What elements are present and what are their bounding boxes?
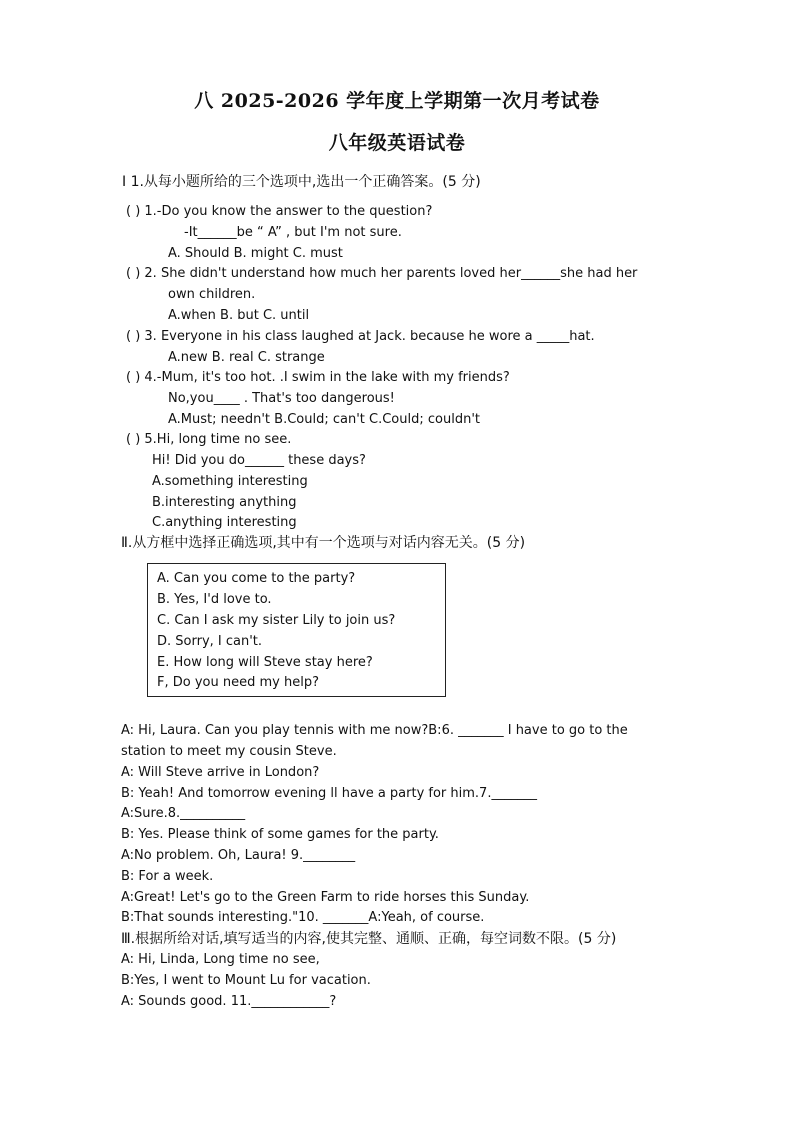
option-a: A. Can you come to the party? (157, 571, 356, 586)
option-c: C. Can I ask my sister Lily to join us? (157, 613, 396, 628)
q5-option-b: B.interesting anything (152, 495, 297, 510)
option-e: E. How long will Steve stay here? (157, 655, 373, 670)
dialogue-line: B: For a week. (121, 869, 214, 884)
q4-options: A.Must; needn't B.Could; can't C.Could; couldn't (168, 412, 480, 427)
options-box (147, 563, 446, 697)
section-3-heading: Ⅲ.根据所给对话,填写适当的内容,使其完整、通顺、正确，每空词数不限。(5 分) (121, 931, 617, 947)
dialogue-line: B:Yes, I went to Mount Lu for vacation. (121, 973, 371, 988)
section-2-heading: Ⅱ.从方框中选择正确选项,其中有一个选项与对话内容无关。(5 分) (121, 535, 526, 551)
q2-stem: ( ) 2. She didn't understand how much her parents loved her______she had her (126, 266, 638, 281)
dialogue-line: A: Will Steve arrive in London? (121, 765, 320, 780)
q1-line2: -It______be “ A” , but I'm not sure. (184, 225, 402, 240)
dialogue-line: A:No problem. Oh, Laura! 9.________ (121, 848, 356, 863)
dialogue-line: A: Hi, Linda, Long time no see, (121, 952, 320, 967)
exam-title: 八 2025-2026 学年度上学期第一次月考试卷 (194, 90, 600, 112)
dialogue-line: A: Sounds good. 11.____________? (121, 994, 337, 1009)
dialogue-line: A: Hi, Laura. Can you play tennis with me now?B:6. _______ I have to go to the (121, 723, 628, 738)
option-f: F, Do you need my help? (157, 675, 319, 690)
exam-subtitle: 八年级英语试卷 (328, 132, 466, 154)
option-d: D. Sorry, I can't. (157, 634, 263, 649)
q2-line2: own children. (168, 287, 256, 302)
q5-line2: Hi! Did you do______ these days? (152, 453, 366, 468)
q5-option-c: C.anything interesting (152, 515, 297, 530)
q1-options: A. Should B. might C. must (168, 246, 343, 261)
dialogue-line: A:Sure.8.__________ (121, 806, 246, 821)
q3-options: A.new B. real C. strange (168, 350, 325, 365)
q2-options: A.when B. but C. until (168, 308, 310, 323)
dialogue-line: B: Yes. Please think of some games for the party. (121, 827, 439, 842)
option-b: B. Yes, I'd love to. (157, 592, 272, 607)
section-1-heading: Ⅰ 1.从每小题所给的三个选项中,选出一个正确答案。(5 分) (122, 174, 481, 190)
q5-option-a: A.something interesting (152, 474, 308, 489)
q4-stem: ( ) 4.-Mum, it's too hot. .I swim in the lake with my friends? (126, 370, 510, 385)
q4-line2: No,you____ . That's too dangerous! (168, 391, 395, 406)
dialogue-line: B:That sounds interesting."10. _______A:Yeah, of course. (121, 910, 485, 925)
dialogue-line: B: Yeah! And tomorrow evening ll have a party for him.7._______ (121, 786, 537, 801)
q3-stem: ( ) 3. Everyone in his class laughed at Jack. because he wore a _____hat. (126, 329, 595, 344)
dialogue-line: station to meet my cousin Steve. (121, 744, 337, 759)
q5-stem: ( ) 5.Hi, long time no see. (126, 432, 292, 447)
dialogue-line: A:Great! Let's go to the Green Farm to ride horses this Sunday. (121, 890, 530, 905)
q1-stem: ( ) 1.-Do you know the answer to the question? (126, 204, 433, 219)
